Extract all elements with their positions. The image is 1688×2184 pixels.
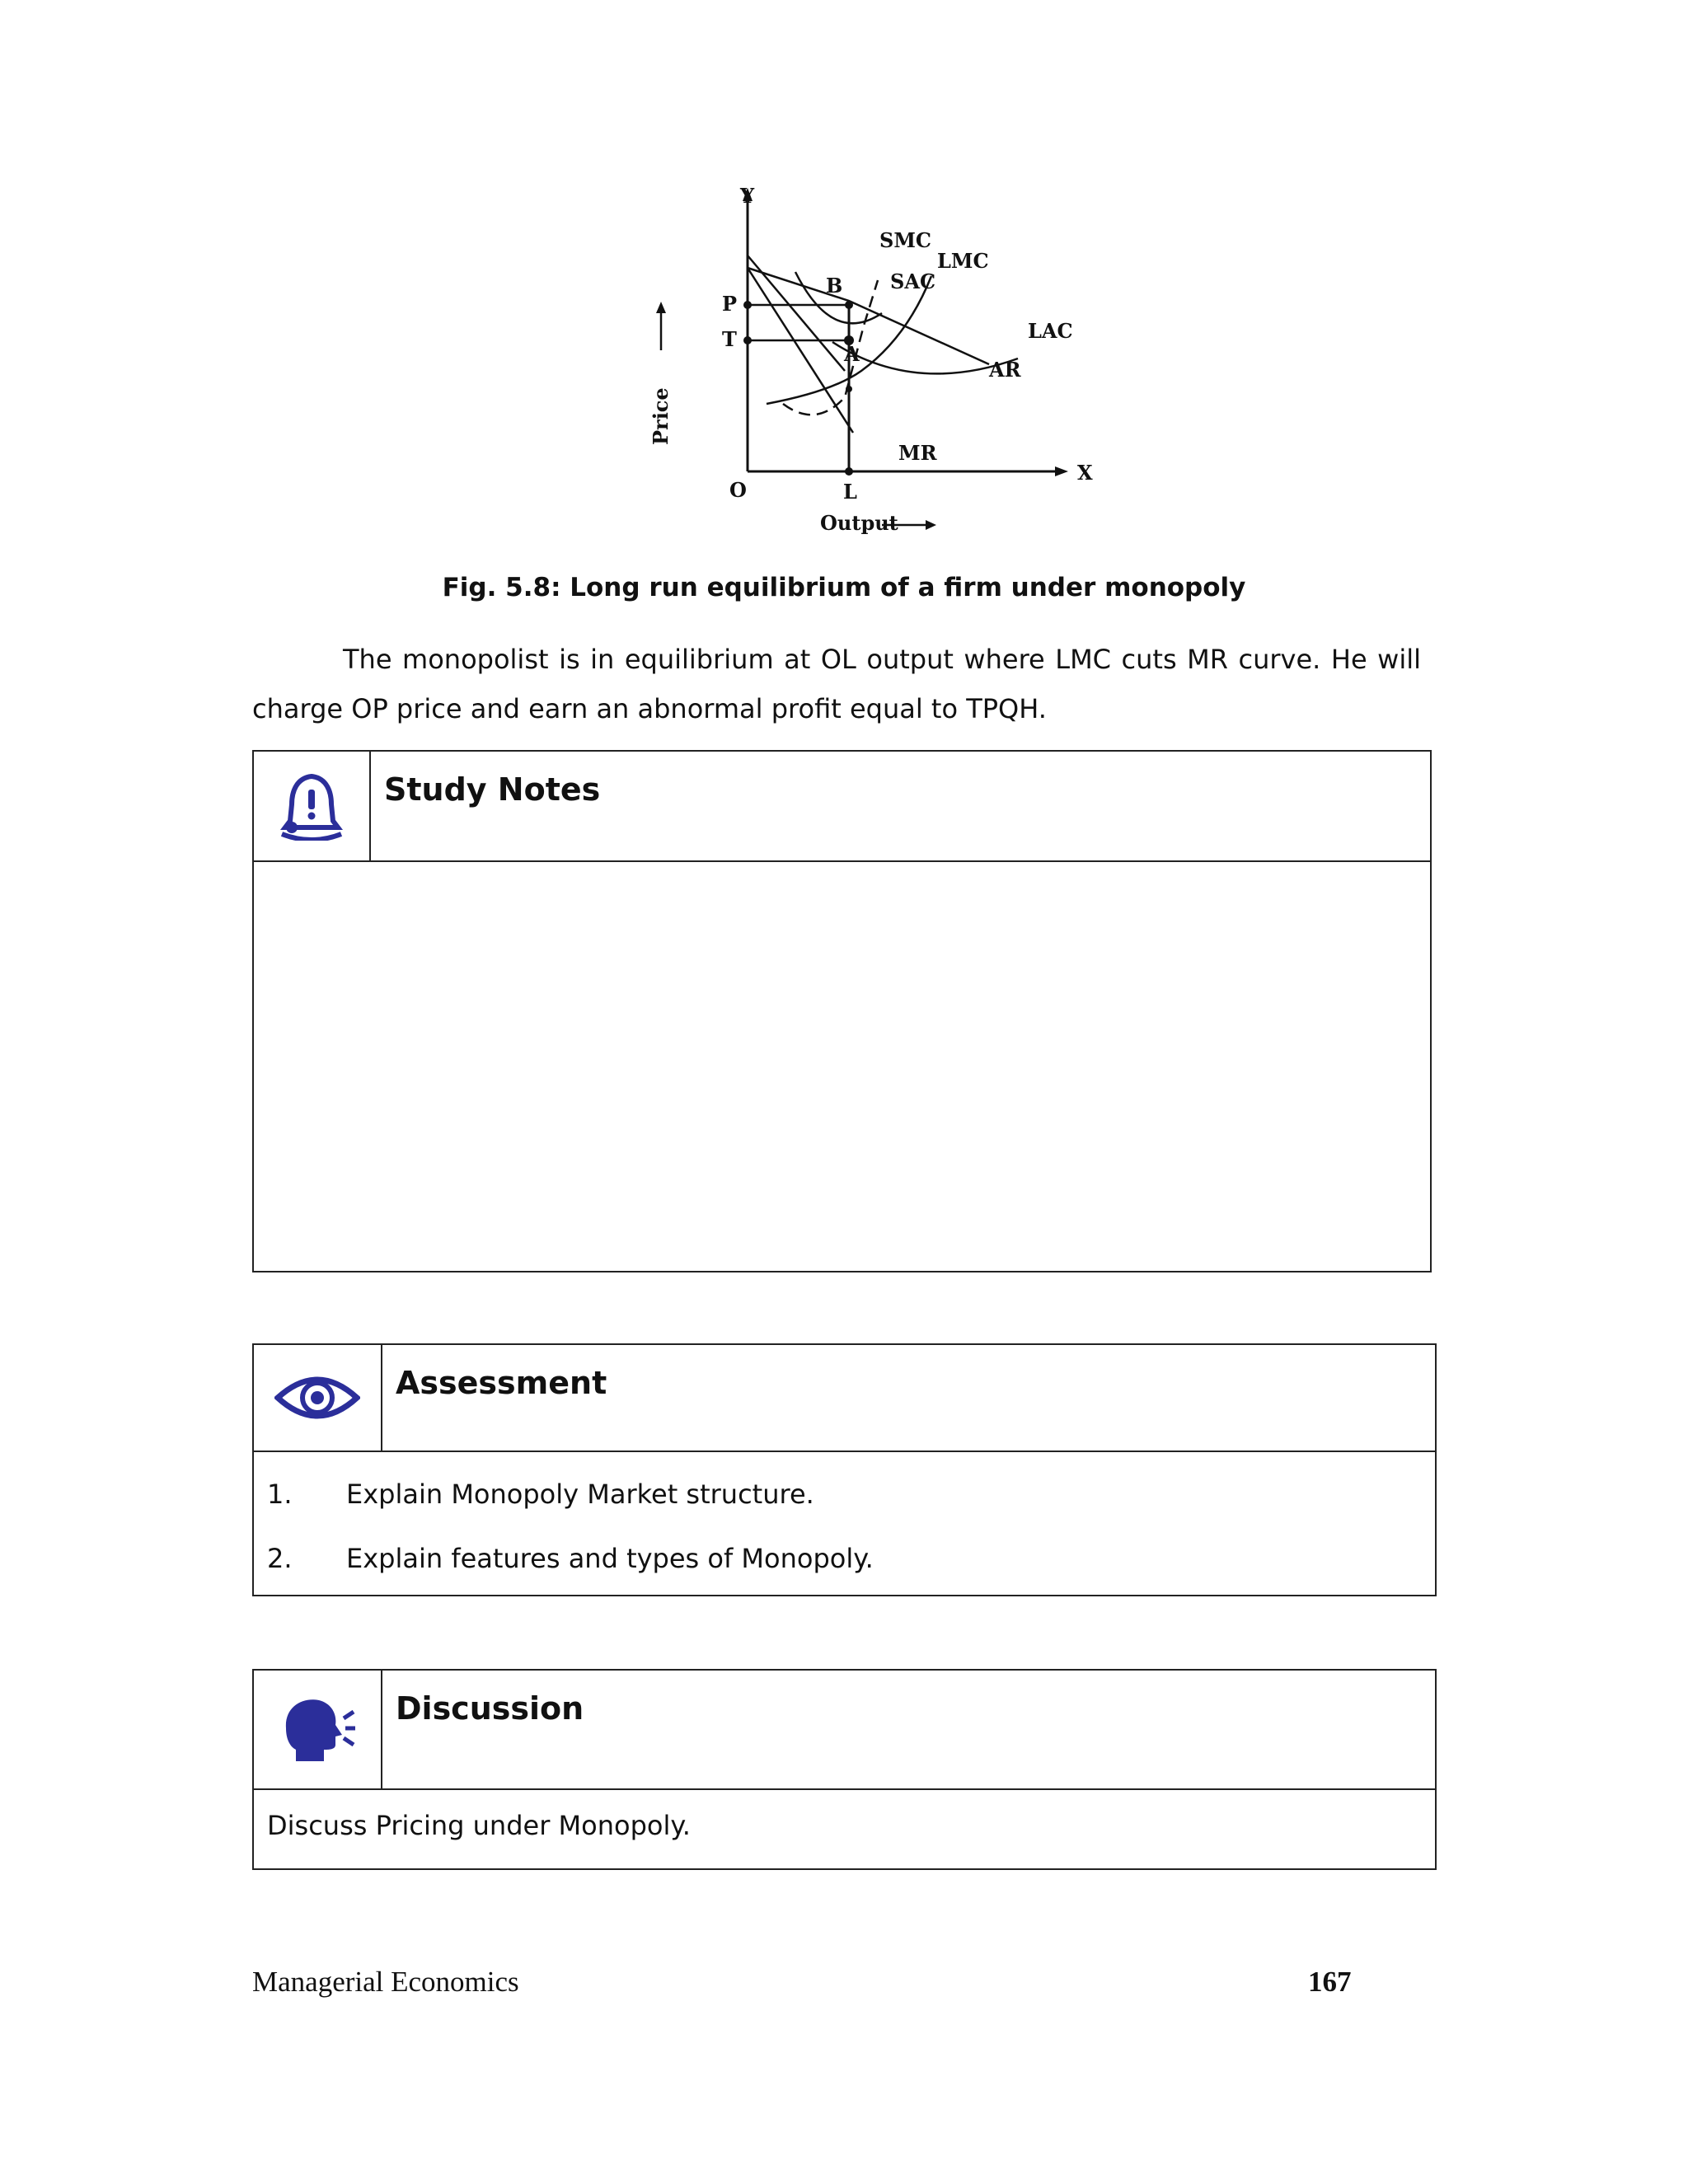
label-smc: SMC xyxy=(879,228,931,252)
assessment-questions xyxy=(254,1452,1435,1591)
question-item xyxy=(254,1462,1435,1526)
discussion-prompt: Discuss Pricing under Monopoly. xyxy=(267,1810,691,1841)
footer-book-title: Managerial Economics xyxy=(252,1966,519,1998)
label-a: A xyxy=(844,342,860,366)
label-lac: LAC xyxy=(1028,319,1073,343)
label-x: X xyxy=(1077,461,1093,485)
question-number: 2. xyxy=(267,1543,293,1574)
label-price: Price xyxy=(649,387,673,445)
output-arrow-head xyxy=(926,520,936,530)
assessment-box xyxy=(252,1343,1437,1596)
x-axis-arrow xyxy=(1055,466,1068,476)
price-arrow-head xyxy=(656,302,666,313)
label-p: P xyxy=(722,292,738,316)
discussion-header xyxy=(254,1671,1435,1790)
question-number: 1. xyxy=(267,1479,293,1510)
ar-line xyxy=(748,268,989,364)
point-l xyxy=(845,467,853,476)
label-t: T xyxy=(722,327,737,351)
label-lmc: LMC xyxy=(937,249,989,273)
monopoly-equilibrium-figure xyxy=(643,181,1121,552)
figure-caption: Fig. 5.8: Long run equilibrium of a firm under monopoly xyxy=(442,573,1246,602)
page-number: 167 xyxy=(1308,1966,1352,1998)
assessment-title: Assessment xyxy=(396,1365,607,1401)
body-paragraph: The monopolist is in equilibrium at OL output where LMC cuts MR curve. He will charge OP price and earn an abnormal profit equal to TPQH. xyxy=(252,644,1421,724)
label-sac: SAC xyxy=(890,269,936,293)
label-output: Output xyxy=(820,511,898,535)
smc-curve-dashed xyxy=(783,280,878,415)
question-text: Explain Monopoly Market structure. xyxy=(346,1479,814,1510)
question-text: Explain features and types of Monopoly. xyxy=(346,1543,874,1574)
label-b: B xyxy=(826,274,843,298)
study-notes-header xyxy=(254,752,1430,862)
label-l: L xyxy=(843,480,857,504)
bell-alert-icon xyxy=(254,752,371,860)
study-notes-title: Study Notes xyxy=(384,771,601,808)
assessment-header xyxy=(254,1345,1435,1452)
point-t xyxy=(743,336,752,344)
label-y: Y xyxy=(740,184,755,208)
point-a xyxy=(846,386,852,392)
label-ar: AR xyxy=(989,358,1021,382)
eye-icon xyxy=(254,1345,382,1451)
speaking-head-icon xyxy=(254,1671,382,1788)
discussion-box xyxy=(252,1669,1437,1870)
label-origin: O xyxy=(729,478,747,502)
study-notes-box xyxy=(252,750,1432,1272)
point-b xyxy=(845,301,853,309)
question-item xyxy=(254,1526,1435,1591)
discussion-title: Discussion xyxy=(396,1690,584,1727)
point-p xyxy=(743,301,752,309)
label-mr: MR xyxy=(898,441,937,465)
